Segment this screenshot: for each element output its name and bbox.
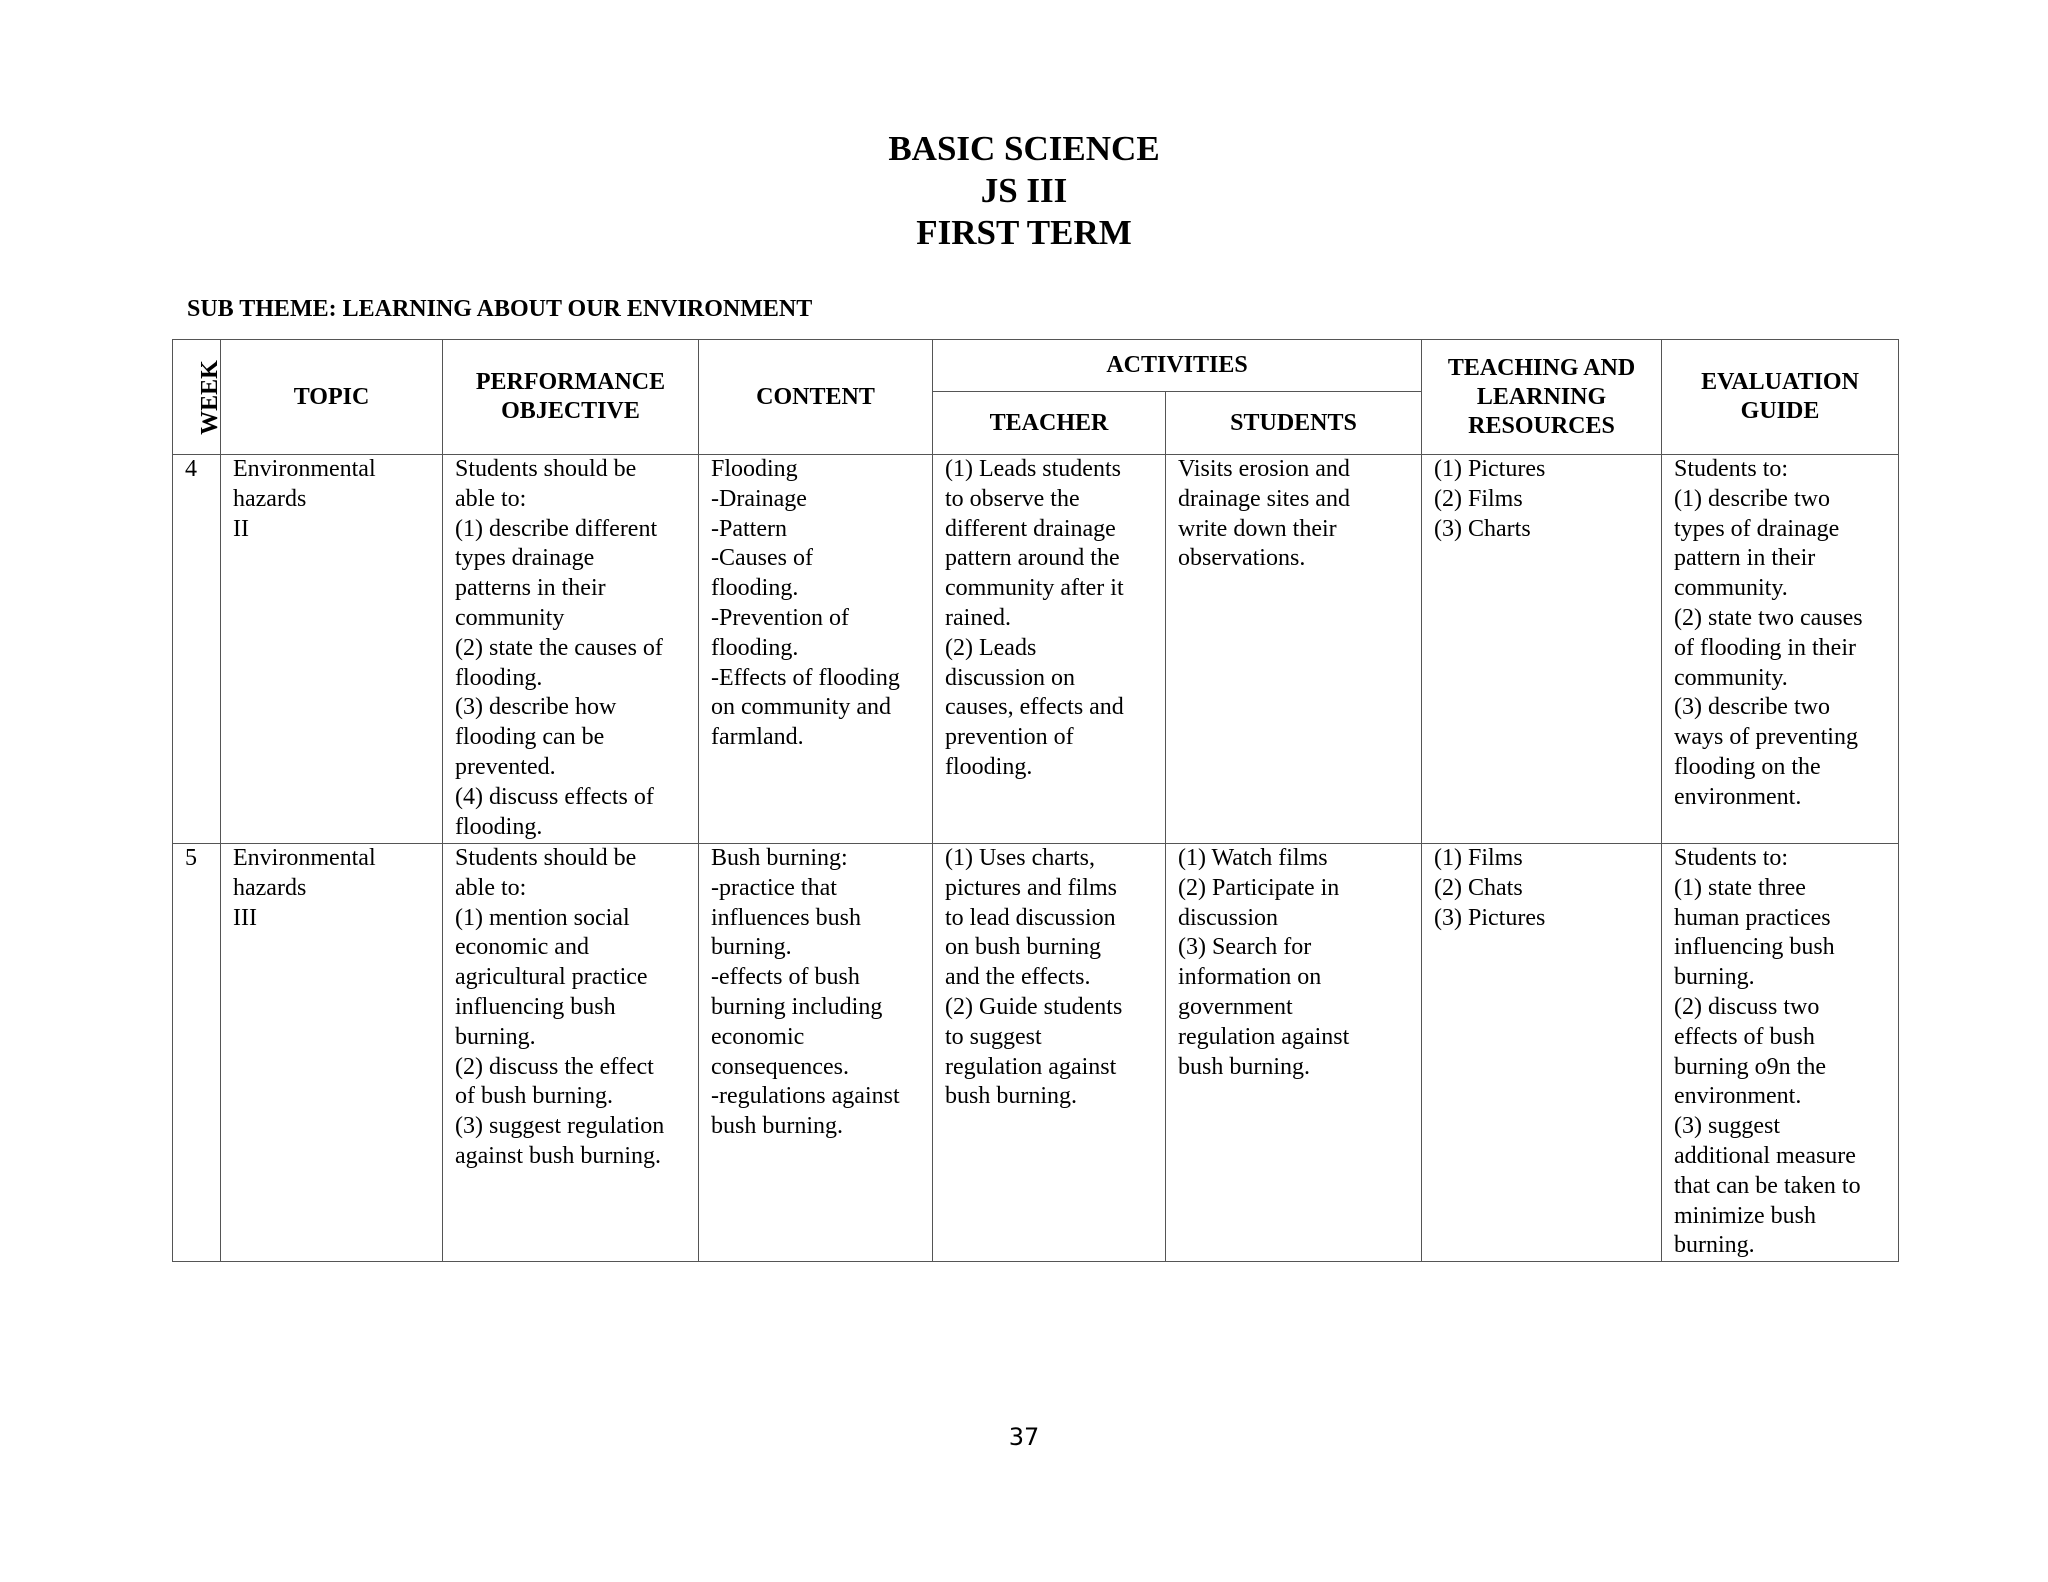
cell-line: able to: (455, 485, 527, 512)
cell-line: drainage sites and (1178, 485, 1350, 512)
cell-line: flooding can be (455, 724, 605, 751)
cell-line: (3) describe how (455, 694, 617, 721)
cell-line: regulation against (945, 1053, 1117, 1080)
cell-line: -Effects of flooding (711, 664, 900, 691)
cell-line: flooding. (455, 664, 543, 691)
cell-line: write down their (1178, 515, 1337, 542)
cell-line: Students should be (455, 456, 637, 482)
document-title (0, 128, 2048, 254)
cell-line: (2) discuss the effect (455, 1053, 654, 1080)
cell-line: of flooding in their (1674, 634, 1856, 661)
cell-line: flooding. (455, 813, 543, 840)
cell-line: able to: (455, 874, 527, 901)
cell-line: pattern around the (945, 545, 1120, 572)
cell-line: (1) describe different (455, 515, 658, 542)
title-class: JS III (980, 171, 1068, 210)
cell-line: Visits erosion and (1178, 456, 1350, 482)
cell-line: to suggest (945, 1023, 1042, 1050)
cell-line: (1) Watch films (1178, 845, 1328, 871)
header-content: CONTENT (699, 340, 933, 455)
cell-line: against bush burning. (455, 1142, 661, 1169)
cell-line: influences bush (711, 904, 861, 931)
cell-line: (2) Films (1434, 485, 1523, 512)
cell-line: causes, effects and (945, 694, 1124, 721)
cell-line: (3) Charts (1434, 515, 1531, 542)
topic-cell (221, 844, 443, 1262)
cell-line: Students to: (1674, 456, 1789, 482)
header-activities: ACTIVITIES (933, 340, 1422, 392)
header-evaluation-guide: EVALUATION GUIDE (1662, 340, 1899, 455)
cell-line: -regulations against (711, 1083, 900, 1110)
content-cell (699, 455, 933, 844)
cell-line: (2) discuss two (1674, 993, 1820, 1020)
teacher-activity-cell (933, 455, 1166, 844)
cell-line: burning. (1674, 1232, 1755, 1259)
cell-line: bush burning. (1178, 1053, 1310, 1080)
cell-line: effects of bush (1674, 1023, 1815, 1050)
cell-line: patterns in their (455, 575, 606, 602)
cell-line: additional measure (1674, 1142, 1856, 1169)
cell-line: environment. (1674, 1083, 1802, 1110)
cell-line: burning. (1674, 964, 1755, 991)
header-teacher: TEACHER (933, 392, 1166, 455)
cell-line: -practice that (711, 874, 837, 901)
cell-line: Environmental (233, 845, 376, 871)
cell-line: -Causes of (711, 545, 813, 572)
cell-line: different drainage (945, 515, 1116, 542)
cell-line: community (455, 604, 565, 631)
cell-line: burning o9n the (1674, 1053, 1826, 1080)
evaluation-cell (1662, 844, 1899, 1262)
cell-line: burning. (455, 1023, 536, 1050)
cell-line: (2) state the causes of (455, 634, 663, 661)
cell-line: minimize bush (1674, 1202, 1816, 1229)
cell-line: -Drainage (711, 485, 807, 512)
cell-line: government (1178, 993, 1293, 1020)
cell-line: flooding on the (1674, 753, 1821, 780)
cell-line: pictures and films (945, 874, 1117, 901)
cell-line: (3) suggest (1674, 1113, 1780, 1140)
cell-line: Flooding (711, 456, 798, 482)
week-cell: 4 (173, 455, 221, 844)
table-row (173, 844, 1899, 1262)
cell-line: regulation against (1178, 1023, 1350, 1050)
cell-line: burning including (711, 993, 883, 1020)
header-resources: TEACHING AND LEARNING RESOURCES (1422, 340, 1662, 455)
cell-line: environment. (1674, 783, 1802, 810)
cell-line: discussion (1178, 904, 1279, 931)
cell-line: to observe the (945, 485, 1080, 512)
header-topic: TOPIC (221, 340, 443, 455)
cell-line: -effects of bush (711, 964, 860, 991)
cell-line: on bush burning (945, 934, 1101, 961)
cell-line: economic (711, 1023, 805, 1050)
cell-line: community. (1674, 664, 1788, 691)
header-students: STUDENTS (1166, 392, 1422, 455)
cell-line: prevented. (455, 753, 556, 780)
page-number: 37 (1008, 1423, 1040, 1451)
week-cell: 5 (173, 844, 221, 1262)
cell-line: (1) Pictures (1434, 456, 1546, 482)
cell-line: influencing bush (1674, 934, 1835, 961)
cell-line: community after it (945, 575, 1124, 602)
cell-line: hazards (233, 485, 307, 512)
cell-line: that can be taken to (1674, 1172, 1861, 1199)
cell-line: -Prevention of (711, 604, 849, 631)
cell-line: types of drainage (1674, 515, 1840, 542)
cell-line: burning. (711, 934, 792, 961)
cell-line: influencing bush (455, 993, 616, 1020)
content-cell (699, 844, 933, 1262)
cell-line: (1) Films (1434, 845, 1523, 871)
cell-line: to lead discussion (945, 904, 1116, 931)
cell-line: -Pattern (711, 515, 787, 542)
cell-line: discussion on (945, 664, 1076, 691)
cell-line: II (233, 515, 249, 542)
cell-line: (1) Leads students (945, 456, 1121, 482)
cell-line: flooding. (711, 575, 799, 602)
cell-line: types drainage (455, 545, 595, 572)
cell-line: Students should be (455, 845, 637, 871)
objective-cell (443, 844, 699, 1262)
cell-line: human practices (1674, 904, 1831, 931)
cell-line: and the effects. (945, 964, 1091, 991)
cell-line: bush burning. (711, 1113, 843, 1140)
cell-line: hazards (233, 874, 307, 901)
table-row (173, 455, 1899, 844)
topic-cell (221, 455, 443, 844)
cell-line: (1) describe two (1674, 485, 1830, 512)
cell-line: farmland. (711, 724, 804, 751)
cell-line: flooding. (945, 753, 1033, 780)
cell-line: III (233, 904, 257, 931)
title-term: FIRST TERM (916, 213, 1132, 252)
cell-line: bush burning. (945, 1083, 1077, 1110)
sub-theme-heading: SUB THEME: LEARNING ABOUT OUR ENVIRONMENT (187, 296, 813, 322)
cell-line: (2) Chats (1434, 874, 1523, 901)
cell-line: (2) Participate in (1178, 874, 1340, 901)
cell-line: (3) Pictures (1434, 904, 1546, 931)
cell-line: prevention of (945, 724, 1074, 751)
cell-line: rained. (945, 604, 1011, 631)
cell-line: Students to: (1674, 845, 1789, 871)
scheme-of-work-table (172, 339, 1899, 1262)
cell-line: (1) Uses charts, (945, 845, 1095, 871)
cell-line: consequences. (711, 1053, 849, 1080)
header-performance-objective: PERFORMANCE OBJECTIVE (443, 340, 699, 455)
cell-line: (2) Guide students (945, 993, 1123, 1020)
cell-line: (3) suggest regulation (455, 1113, 665, 1140)
cell-line: Bush burning: (711, 845, 848, 871)
cell-line: community. (1674, 575, 1788, 602)
students-activity-cell (1166, 844, 1422, 1262)
cell-line: ways of preventing (1674, 724, 1858, 751)
resources-cell (1422, 844, 1662, 1262)
cell-line: (1) state three (1674, 874, 1806, 901)
resources-cell (1422, 455, 1662, 844)
cell-line: information on (1178, 964, 1322, 991)
objective-cell (443, 455, 699, 844)
cell-line: of bush burning. (455, 1083, 613, 1110)
cell-line: agricultural practice (455, 964, 648, 991)
cell-line: (3) Search for (1178, 934, 1312, 961)
evaluation-cell (1662, 455, 1899, 844)
header-week: WEEK (173, 340, 221, 455)
cell-line: observations. (1178, 545, 1306, 572)
teacher-activity-cell (933, 844, 1166, 1262)
cell-line: (1) mention social (455, 904, 630, 931)
cell-line: Environmental (233, 456, 376, 482)
cell-line: (2) state two causes (1674, 604, 1863, 631)
cell-line: flooding. (711, 634, 799, 661)
cell-line: (2) Leads (945, 634, 1037, 661)
title-subject: BASIC SCIENCE (888, 129, 1160, 168)
cell-line: economic and (455, 934, 589, 961)
cell-line: (3) describe two (1674, 694, 1830, 721)
students-activity-cell (1166, 455, 1422, 844)
cell-line: on community and (711, 694, 891, 721)
cell-line: (4) discuss effects of (455, 783, 654, 810)
cell-line: pattern in their (1674, 545, 1816, 572)
